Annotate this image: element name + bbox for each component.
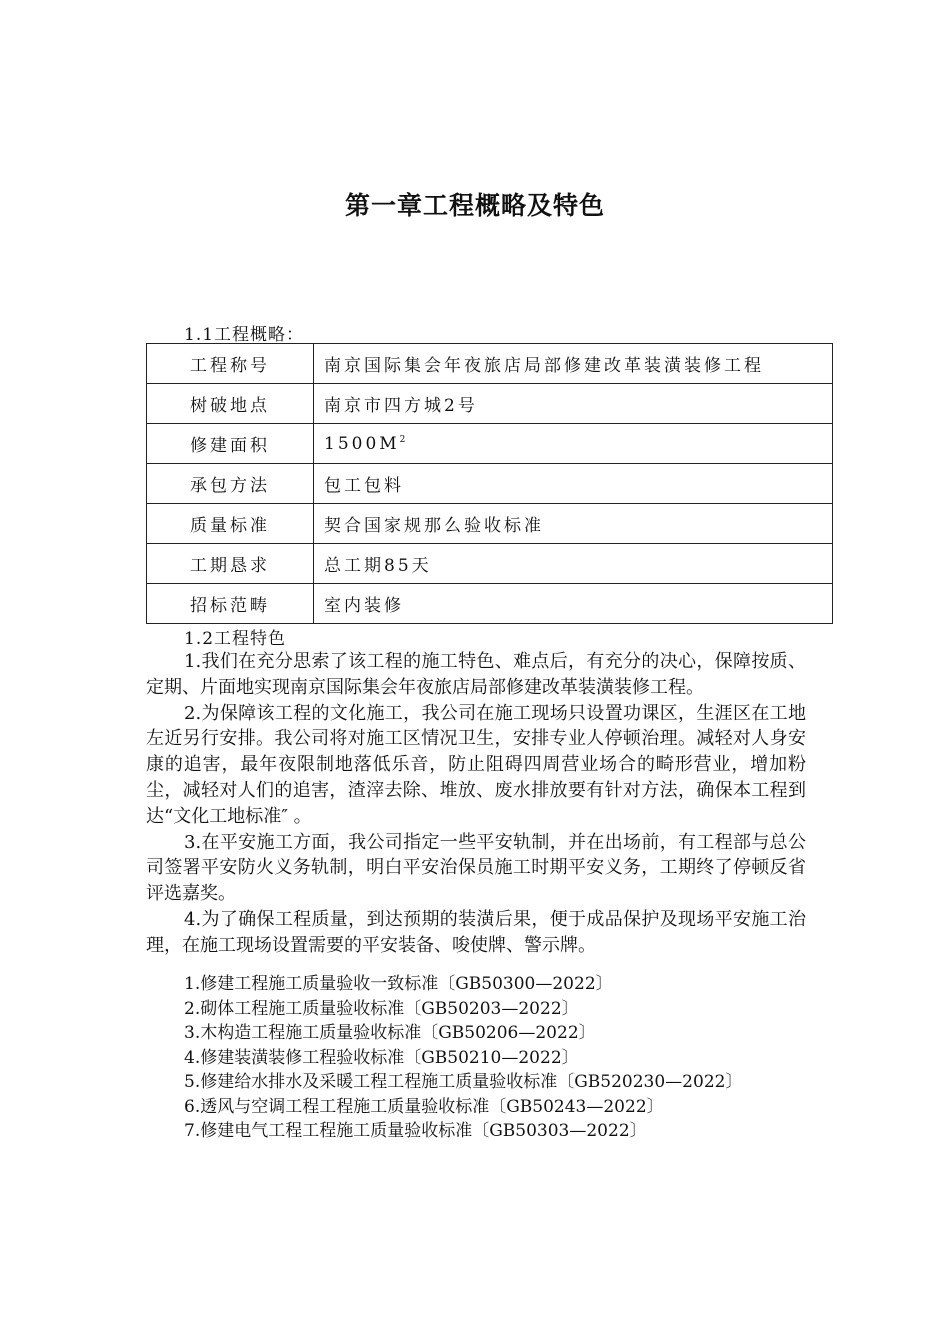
area-unit-superscript: 2: [399, 434, 406, 445]
list-item: 7.修建电气工程工程施工质量验收标准〔GB50303—2022〕: [184, 1121, 647, 1141]
row-key: 树破地点: [147, 384, 314, 424]
page-title: 第一章工程概略及特色: [344, 191, 605, 220]
row-value: 南京国际集会年夜旅店局部修建改革装潢装修工程: [314, 344, 833, 384]
row-value: 南京市四方城2号: [314, 384, 833, 424]
area-value: 1500M: [324, 433, 400, 454]
row-value: 契合国家规那么验收标准: [314, 504, 833, 544]
paragraph: 1.我们在充分思索了该工程的施工特色、难点后，有充分的决心，保障按质、定期、片面地实现南京国际集会年夜旅店局部修建改革装潢装修工程。: [146, 651, 806, 698]
row-value: 包工包料: [314, 464, 833, 504]
table-row: [147, 584, 833, 624]
list-item: 5.修建给水排水及采暖工程工程施工质量验收标准〔GB520230—2022〕: [184, 1072, 743, 1092]
table-row: [147, 504, 833, 544]
table-row: [147, 424, 833, 464]
list-item: 6.透风与空调工程工程施工质量验收标准〔GB50243—2022〕: [184, 1096, 664, 1117]
list-item: 1.修建工程施工质量验收一致标准〔GB50300—2022〕: [184, 974, 613, 994]
list-item: 4.修建装潢装修工程验收标准〔GB50210—2022〕: [184, 1047, 579, 1068]
standards-list: [184, 972, 742, 1144]
table-row: [147, 344, 833, 384]
section-heading-overview: 1.1工程概略：: [184, 325, 305, 345]
project-info-table: [146, 343, 833, 624]
features-body: [146, 649, 806, 959]
paragraph: 3.在平安施工方面，我公司指定一些平安轨制，并在出场前，有工程部与总公司签署平安防火义务轨制，明白平安治保员施工时期平安义务，工期终了停顿反省评选嘉奖。: [146, 831, 806, 905]
list-item: 2.砌体工程施工质量验收标准〔GB50203—2022〕: [184, 998, 579, 1019]
row-key: 质量标准: [147, 504, 314, 544]
row-key: 承包方法: [147, 464, 314, 504]
row-key: 修建面积: [147, 424, 314, 464]
section-heading-features: 1.2工程特色: [184, 629, 287, 649]
list-item: 3.木构造工程施工质量验收标准〔GB50206—2022〕: [184, 1023, 596, 1043]
row-value: 室内装修: [314, 584, 833, 624]
table-row: [147, 464, 833, 504]
row-key: 招标范畴: [147, 584, 314, 624]
row-value-area: [314, 424, 833, 464]
table-row: [147, 544, 833, 584]
paragraph: 4.为了确保工程质量，到达预期的装潢后果，便于成品保护及现场平安施工治理，在施工现场设置需要的平安装备、唆使牌、警示牌。: [146, 908, 806, 956]
paragraph: 2.为保障该工程的文化施工，我公司在施工现场只设置功课区，生涯区在工地左近另行安排。我公司将对施工区情况卫生，安排专业人停顿治理。减轻对人身安康的追害，最年夜限制地落低乐音，防止阻碍四周营业场合的畸形营业，增加粉尘，减轻对人们的追害，渣滓去除、堆放、废水排放要有针对方法，确保本工程到达“文化工地标准″ 。: [146, 702, 806, 827]
table-row: [147, 384, 833, 424]
row-key: 工期恳求: [147, 544, 314, 584]
row-key: 工程称号: [147, 344, 314, 384]
row-value: 总工期85天: [314, 544, 833, 584]
